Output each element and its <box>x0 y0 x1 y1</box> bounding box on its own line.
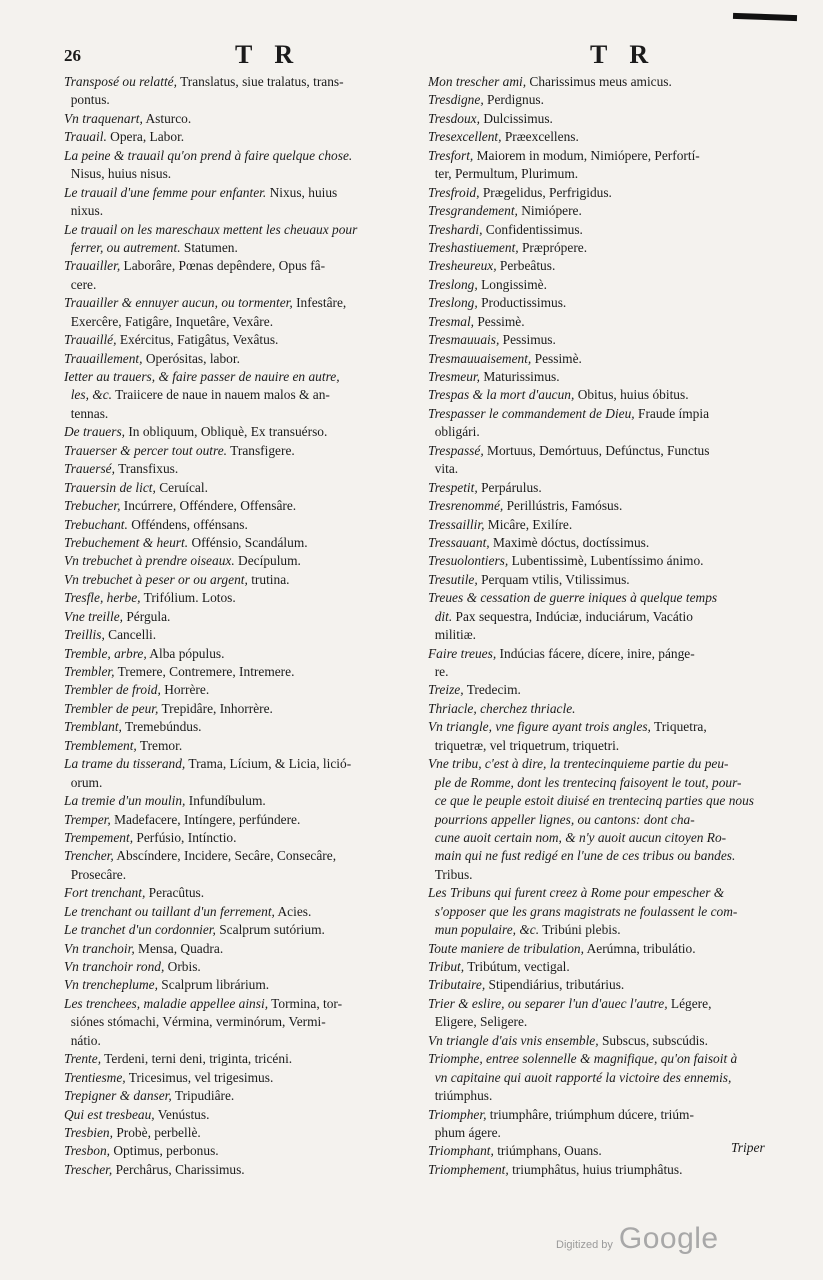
entry-line: Trauaillé, Exércitus, Fatigâtus, Vexâtus. <box>64 332 279 348</box>
entry-line: Trebucher, Incúrrere, Offéndere, Offensâre. <box>64 498 297 514</box>
entry-line: ple de Romme, dont les trentecinq faisoyent le tout, pour- <box>434 774 742 790</box>
entry-line: Qui est tresbeau, Venústus. <box>64 1106 210 1122</box>
entry-line: Trembler de peur, Trepidâre, Inhorrère. <box>64 700 273 716</box>
entry-line: Mon trescher ami, Charissimus meus amicus. <box>428 74 672 89</box>
entry-line: Trauaillement, Operósitas, labor. <box>64 350 240 366</box>
entry-line: Vne tribu, c'est à dire, la trentecinquieme partie du peu- <box>428 756 729 772</box>
entry-line: Trespasser le commandement de Dieu, Fraude ímpia <box>428 405 710 421</box>
entry-line: Trepigner & danser, Tripudiâre. <box>64 1088 235 1104</box>
entry-line: ter, Permultum, Plurimum. <box>428 166 579 182</box>
entry-line: Toute maniere de tribulation, Aerúmna, tribulátio. <box>428 940 696 956</box>
entry-line: Tresgrandement, Nimiópere. <box>428 203 582 219</box>
entry-line: pontus. <box>64 92 110 108</box>
entry-line: La trame du tisserand, Trama, Lícium, & Licia, lició- <box>64 756 352 772</box>
entry-line: Trebuchement & heurt. Offénsio, Scandálum. <box>64 534 308 550</box>
entry-line: Trebuchant. Offéndens, offénsans. <box>64 516 248 532</box>
entry-line: triquetræ, vel triquetrum, triquetri. <box>428 737 620 753</box>
entry-line: triúmphus. <box>428 1088 493 1104</box>
entry-line: Tresfort, Maiorem in modum, Nimiópere, Perfortí- <box>428 147 700 163</box>
entry-line: Tresmauuaisement, Pessimè. <box>428 350 582 366</box>
entry-line: Trembler de froid, Horrère. <box>64 682 210 698</box>
entry-line: Vne treille, Pérgula. <box>64 608 171 624</box>
entry-line: Trempement, Perfúsio, Intínctio. <box>64 829 237 845</box>
entry-line: Faire treues, Indúcias fácere, dícere, inire, pánge- <box>428 645 695 661</box>
entry-line: Nisus, huius nisus. <box>64 166 172 182</box>
entry-line: Transposé ou relatté, Translatus, siue tralatus, trans- <box>64 74 344 89</box>
entry-line: Trentiesme, Tricesimus, vel trigesimus. <box>64 1069 274 1085</box>
entry-line: Triomphant, triúmphans, Ouans. <box>428 1143 602 1159</box>
entry-line: Le tranchet d'un cordonnier, Scalprum sutórium. <box>64 922 325 938</box>
entry-line: Vn triangle, vne figure ayant trois angles, Triquetra, <box>428 719 707 735</box>
google-logo: Google <box>618 1222 719 1255</box>
entry-line: Tremper, Madefacere, Intíngere, perfúndere. <box>64 811 301 827</box>
entry-line: La peine & trauail qu'on prend à faire quelque chose. <box>64 147 353 163</box>
entry-line: cere. <box>64 276 97 292</box>
entry-line: Trier & eslire, ou separer l'un d'auec l'autre, Légere, <box>428 995 712 1011</box>
entry-line: Treillis, Cancelli. <box>64 627 157 643</box>
entry-line: Treshastiuement, Præprópere. <box>428 239 588 255</box>
entry-line: Thriacle, cherchez thriacle. <box>428 700 576 716</box>
entry-line: Tresbien, Probè, perbellè. <box>64 1124 201 1140</box>
running-head-right: T R <box>590 40 657 69</box>
entry-line: Tresdoux, Dulcissimus. <box>428 110 553 126</box>
entry-line: Tresfle, herbe, Trifólium. Lotos. <box>64 590 236 606</box>
entry-line: Eligere, Seligere. <box>428 1014 528 1030</box>
entry-line: Tressaillir, Micâre, Exilíre. <box>428 516 573 532</box>
entry-line: Tremble, arbre, Alba pópulus. <box>64 645 225 661</box>
entry-line: Trauailler & ennuyer aucun, ou tormenter, Infestâre, <box>64 295 347 311</box>
entry-line: s'opposer que les grans magistrats ne foulassent le com- <box>434 903 738 919</box>
entry-line: Tribut, Tribútum, vectigal. <box>428 959 570 974</box>
entry-line: Treshardi, Confidentissimus. <box>428 221 583 237</box>
entry-line: ce que le peuple estoit diuisé en trentecinq parties que nous <box>434 793 755 809</box>
entry-line: cune auoit certain nom, & n'y auoit aucun citoyen Ro- <box>434 829 727 845</box>
entry-line: Vn trencheplume, Scalprum librárium. <box>64 977 270 993</box>
entry-line: Le trauail on les mareschaux mettent les cheuaux pour <box>64 221 358 237</box>
entry-line: Les Tribuns qui furent creez à Rome pour empescher & <box>428 885 725 901</box>
entry-line: Vn tranchoir rond, Orbis. <box>64 959 201 974</box>
entry-line: Triomphe, entree solennelle & magnifique, qu'on faisoit à <box>428 1051 738 1067</box>
left-column <box>64 73 402 1179</box>
entry-line: Tressauant, Maximè dóctus, doctíssimus. <box>428 534 650 550</box>
digitized-by-label: Digitized by <box>556 1239 613 1251</box>
entry-line: re. <box>428 664 449 679</box>
entry-line: nixus. <box>64 203 104 219</box>
entry-line: Tresdigne, Perdignus. <box>428 92 544 108</box>
entry-line: Triomphement, triumphâtus, huius triumphâtus. <box>428 1161 683 1177</box>
entry-line: Tresmal, Pessimè. <box>428 313 525 329</box>
entry-line: Fort trenchant, Peracûtus. <box>64 885 205 901</box>
page-number: 26 <box>64 46 81 65</box>
entry-line: Triompher, triumphâre, triúmphum dúcere, triúm- <box>428 1106 694 1122</box>
entry-line: Tresrenommé, Perillústris, Famósus. <box>428 498 623 514</box>
entry-line: Trescher, Perchârus, Charissimus. <box>64 1161 245 1177</box>
entry-line: mun populaire, &c. Tribúni plebis. <box>434 922 621 938</box>
entry-line: Trente, Terdeni, terni deni, triginta, tricéni. <box>64 1051 293 1067</box>
right-column <box>428 73 768 1179</box>
entry-line: Treues & cessation de guerre iniques à quelque temps <box>428 590 718 606</box>
entry-line: main qui ne fust redigé en l'une de ces tribus ou bandes. <box>434 848 736 864</box>
entry-line: les, &c. Traiicere de naue in nauem malos & an- <box>70 387 330 403</box>
entry-line: Trauail. Opera, Labor. <box>64 129 185 145</box>
entry-line: Ietter au trauers, & faire passer de nauire en autre, <box>64 369 340 384</box>
entry-line: Trespetit, Perpárulus. <box>428 479 542 495</box>
entry-line: Trauailler, Laborâre, Pœnas depêndere, Opus fâ- <box>64 258 326 274</box>
entry-line: Trauerser & percer tout outre. Transfigere. <box>64 442 295 458</box>
entry-line: Trespas & la mort d'aucun, Obitus, huius óbitus. <box>428 387 689 403</box>
entry-line: Le trauail d'une femme pour enfanter. Nixus, huius <box>64 184 338 200</box>
entry-line: Tremblant, Tremebúndus. <box>64 719 202 735</box>
entry-line: Tresheureux, Perbeâtus. <box>428 258 556 274</box>
entry-line: Vn traquenart, Asturco. <box>64 110 192 126</box>
entry-line: Les trenchees, maladie appellee ainsi, Tormina, tor- <box>64 995 343 1011</box>
entry-line: militiæ. <box>428 627 476 643</box>
entry-line: Trauersin de lict, Ceruícal. <box>64 479 208 495</box>
entry-line: ferrer, ou autrement. Statumen. <box>70 239 238 255</box>
entry-line: Tresfroid, Prægelidus, Perfrigidus. <box>428 184 612 200</box>
digitized-footer <box>556 1222 719 1256</box>
entry-line: Trencher, Abscíndere, Incidere, Secâre, Consecâre, <box>64 848 337 864</box>
entry-line: dit. Pax sequestra, Indúciæ, induciárum, Vacátio <box>434 608 693 624</box>
entry-line: orum. <box>64 774 103 790</box>
entry-head: Transposé ou relatté, <box>64 74 177 89</box>
entry-line: Tributaire, Stipendiárius, tributárius. <box>428 977 625 993</box>
entry-line: pourrions appeller lignes, ou cantons: dont cha- <box>434 811 695 827</box>
entry-line: nátio. <box>64 1032 101 1048</box>
entry-line: obligári. <box>428 424 480 440</box>
entry-line: Tresutile, Perquam vtilis, Vtilissimus. <box>428 571 630 587</box>
entry-line: Treslong, Longissimè. <box>428 276 547 292</box>
entry-line: Treslong, Productissimus. <box>428 295 567 311</box>
entry-line: La tremie d'un moulin, Infundíbulum. <box>64 793 266 809</box>
entry-line: Le trenchant ou taillant d'un ferrement, Acies. <box>64 903 312 919</box>
entry-line: Tremblement, Tremor. <box>64 737 183 753</box>
entry-line: Tresmauuais, Pessimus. <box>428 332 556 348</box>
catchword: Triper <box>731 1140 765 1155</box>
entry-line: De trauers, In obliquum, Obliquè, Ex transuérso. <box>64 424 328 440</box>
ink-mark <box>733 13 797 21</box>
entry-line: Vn trebuchet à peser or ou argent, trutina. <box>64 571 290 587</box>
entry-line: Exercêre, Fatigâre, Inquetâre, Vexâre. <box>64 313 274 329</box>
entry-line: vn capitaine qui auoit rapporté la victoire des ennemis, <box>434 1069 732 1085</box>
entry-line: vita. <box>428 461 459 477</box>
entry-line: Trauersé, Transfixus. <box>64 461 179 477</box>
entry-line: Vn triangle d'ais vnis ensemble, Subscus, subscúdis. <box>428 1032 708 1048</box>
entry-line: Trespassé, Mortuus, Demórtuus, Defúnctus, Functus <box>428 442 710 458</box>
entry-line: Tresmeur, Maturissimus. <box>428 369 560 384</box>
entry-line: Tresuolontiers, Lubentissimè, Lubentíssimo ánimo. <box>428 553 704 569</box>
entry-line: phum ágere. <box>428 1124 501 1140</box>
entry-line: Tresexcellent, Præexcellens. <box>428 129 579 145</box>
entry-line: siónes stómachi, Vérmina, verminórum, Vermi- <box>64 1014 326 1030</box>
entry-line: Vn tranchoir, Mensa, Quadra. <box>64 940 224 956</box>
entry-line: Vn trebuchet à prendre oiseaux. Decípulum. <box>64 553 301 569</box>
entry-line: tennas. <box>64 405 109 421</box>
running-head-left: T R <box>235 40 302 69</box>
entry-line: Trembler, Tremere, Contremere, Intremere. <box>64 664 295 679</box>
entry-line: Tresbon, Optimus, perbonus. <box>64 1143 219 1159</box>
entry-line: Tribus. <box>428 866 473 882</box>
entry-line: Prosecâre. <box>64 866 127 882</box>
entry-line: Treize, Tredecim. <box>428 682 521 698</box>
